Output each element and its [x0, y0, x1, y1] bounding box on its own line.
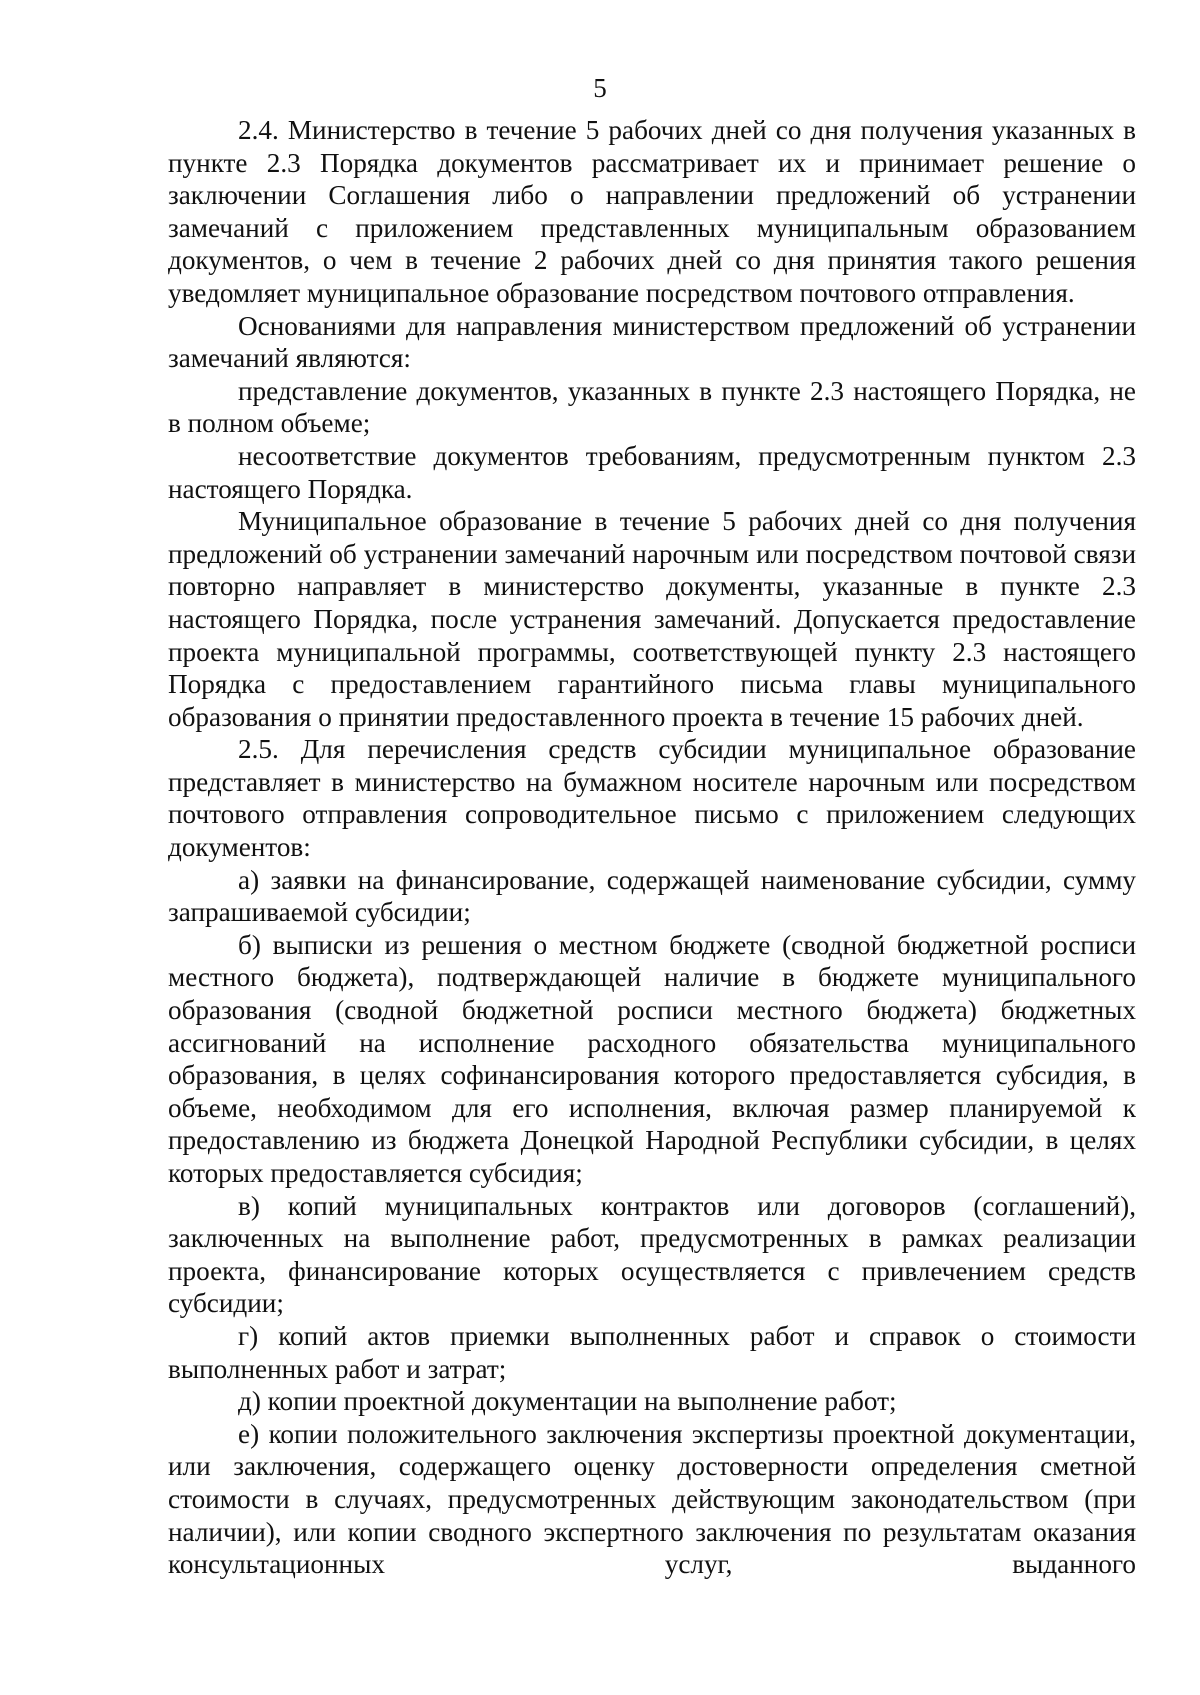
paragraph-ground-incomplete: представление документов, указанных в пункте 2.3 настоящего Порядка, не в полном объеме; [168, 375, 1136, 439]
list-item-g: г) копий актов приемки выполненных работ и справок о стоимости выполненных работ и затрат; [168, 1320, 1136, 1384]
paragraph-ground-nonconformity: несоответствие документов требованиям, предусмотренным пунктом 2.3 настоящего Порядка. [168, 440, 1136, 504]
document-body [168, 114, 1136, 1581]
page-number: 5 [593, 73, 607, 103]
list-item-d: д) копии проектной документации на выполнение работ; [238, 1386, 897, 1417]
list-item-a: а) заявки на финансирование, содержащей наименование субсидии, сумму запрашиваемой субсидии; [168, 864, 1136, 928]
list-item-b: б) выписки из решения о местном бюджете (сводной бюджетной росписи местного бюджета), подтверждающей наличие в бюджете муниципального образования (сводной бюджетной росписи местного бюджета) бюджетных ассигнований на исполнение расходного обязательства муниципального образования, в целях софинансирования которого предоставляется субсидия, в объеме, необходимом для его исполнения, включая размер планируемой к предоставлению из бюджета Донецкой Народной Республики субсидии, в целях которых предоставляется субсидия; [168, 929, 1136, 1188]
paragraph-2-5: 2.5. Для перечисления средств субсидии муниципальное образование представляет в министерство на бумажном носителе нарочным или посредством почтового отправления сопроводительное письмо с приложением следующих документов: [168, 734, 1136, 863]
list-item-e: е) копии положительного заключения экспертизы проектной документации, или заключения, содержащего оценку достоверности определения сметной стоимости в случаях, предусмотренных действующим законодательством (при наличии), или копии сводного экспертного заключения по результатам оказания консультационных услуг, выданного [168, 1418, 1136, 1580]
paragraph-2-4: 2.4. Министерство в течение 5 рабочих дней со дня получения указанных в пункте 2.3 Порядка документов рассматривает их и принимает решение о заключении Соглашения либо о направлении предложений об устранении замечаний с приложением представленных муниципальным образованием документов, о чем в течение 2 рабочих дней со дня принятия такого решения уведомляет муниципальное образование посредством почтового отправления. [168, 115, 1136, 308]
paragraph-grounds: Основаниями для направления министерством предложений об устранении замечаний являются: [168, 310, 1136, 374]
list-item-v: в) копий муниципальных контрактов или договоров (соглашений), заключенных на выполнение работ, предусмотренных в рамках реализации проекта, финансирование которых осуществляется с привлечением средств субсидии; [168, 1190, 1136, 1319]
paragraph-resubmission: Муниципальное образование в течение 5 рабочих дней со дня получения предложений об устранении замечаний нарочным или посредством почтовой связи повторно направляет в министерство документы, указанные в пункте 2.3 настоящего Порядка, после устранения замечаний. Допускается предоставление проекта муниципальной программы, соответствующей пункту 2.3 настоящего Порядка с предоставлением гарантийного письма главы муниципального образования о принятии предоставленного проекта в течение 15 рабочих дней. [168, 506, 1136, 732]
